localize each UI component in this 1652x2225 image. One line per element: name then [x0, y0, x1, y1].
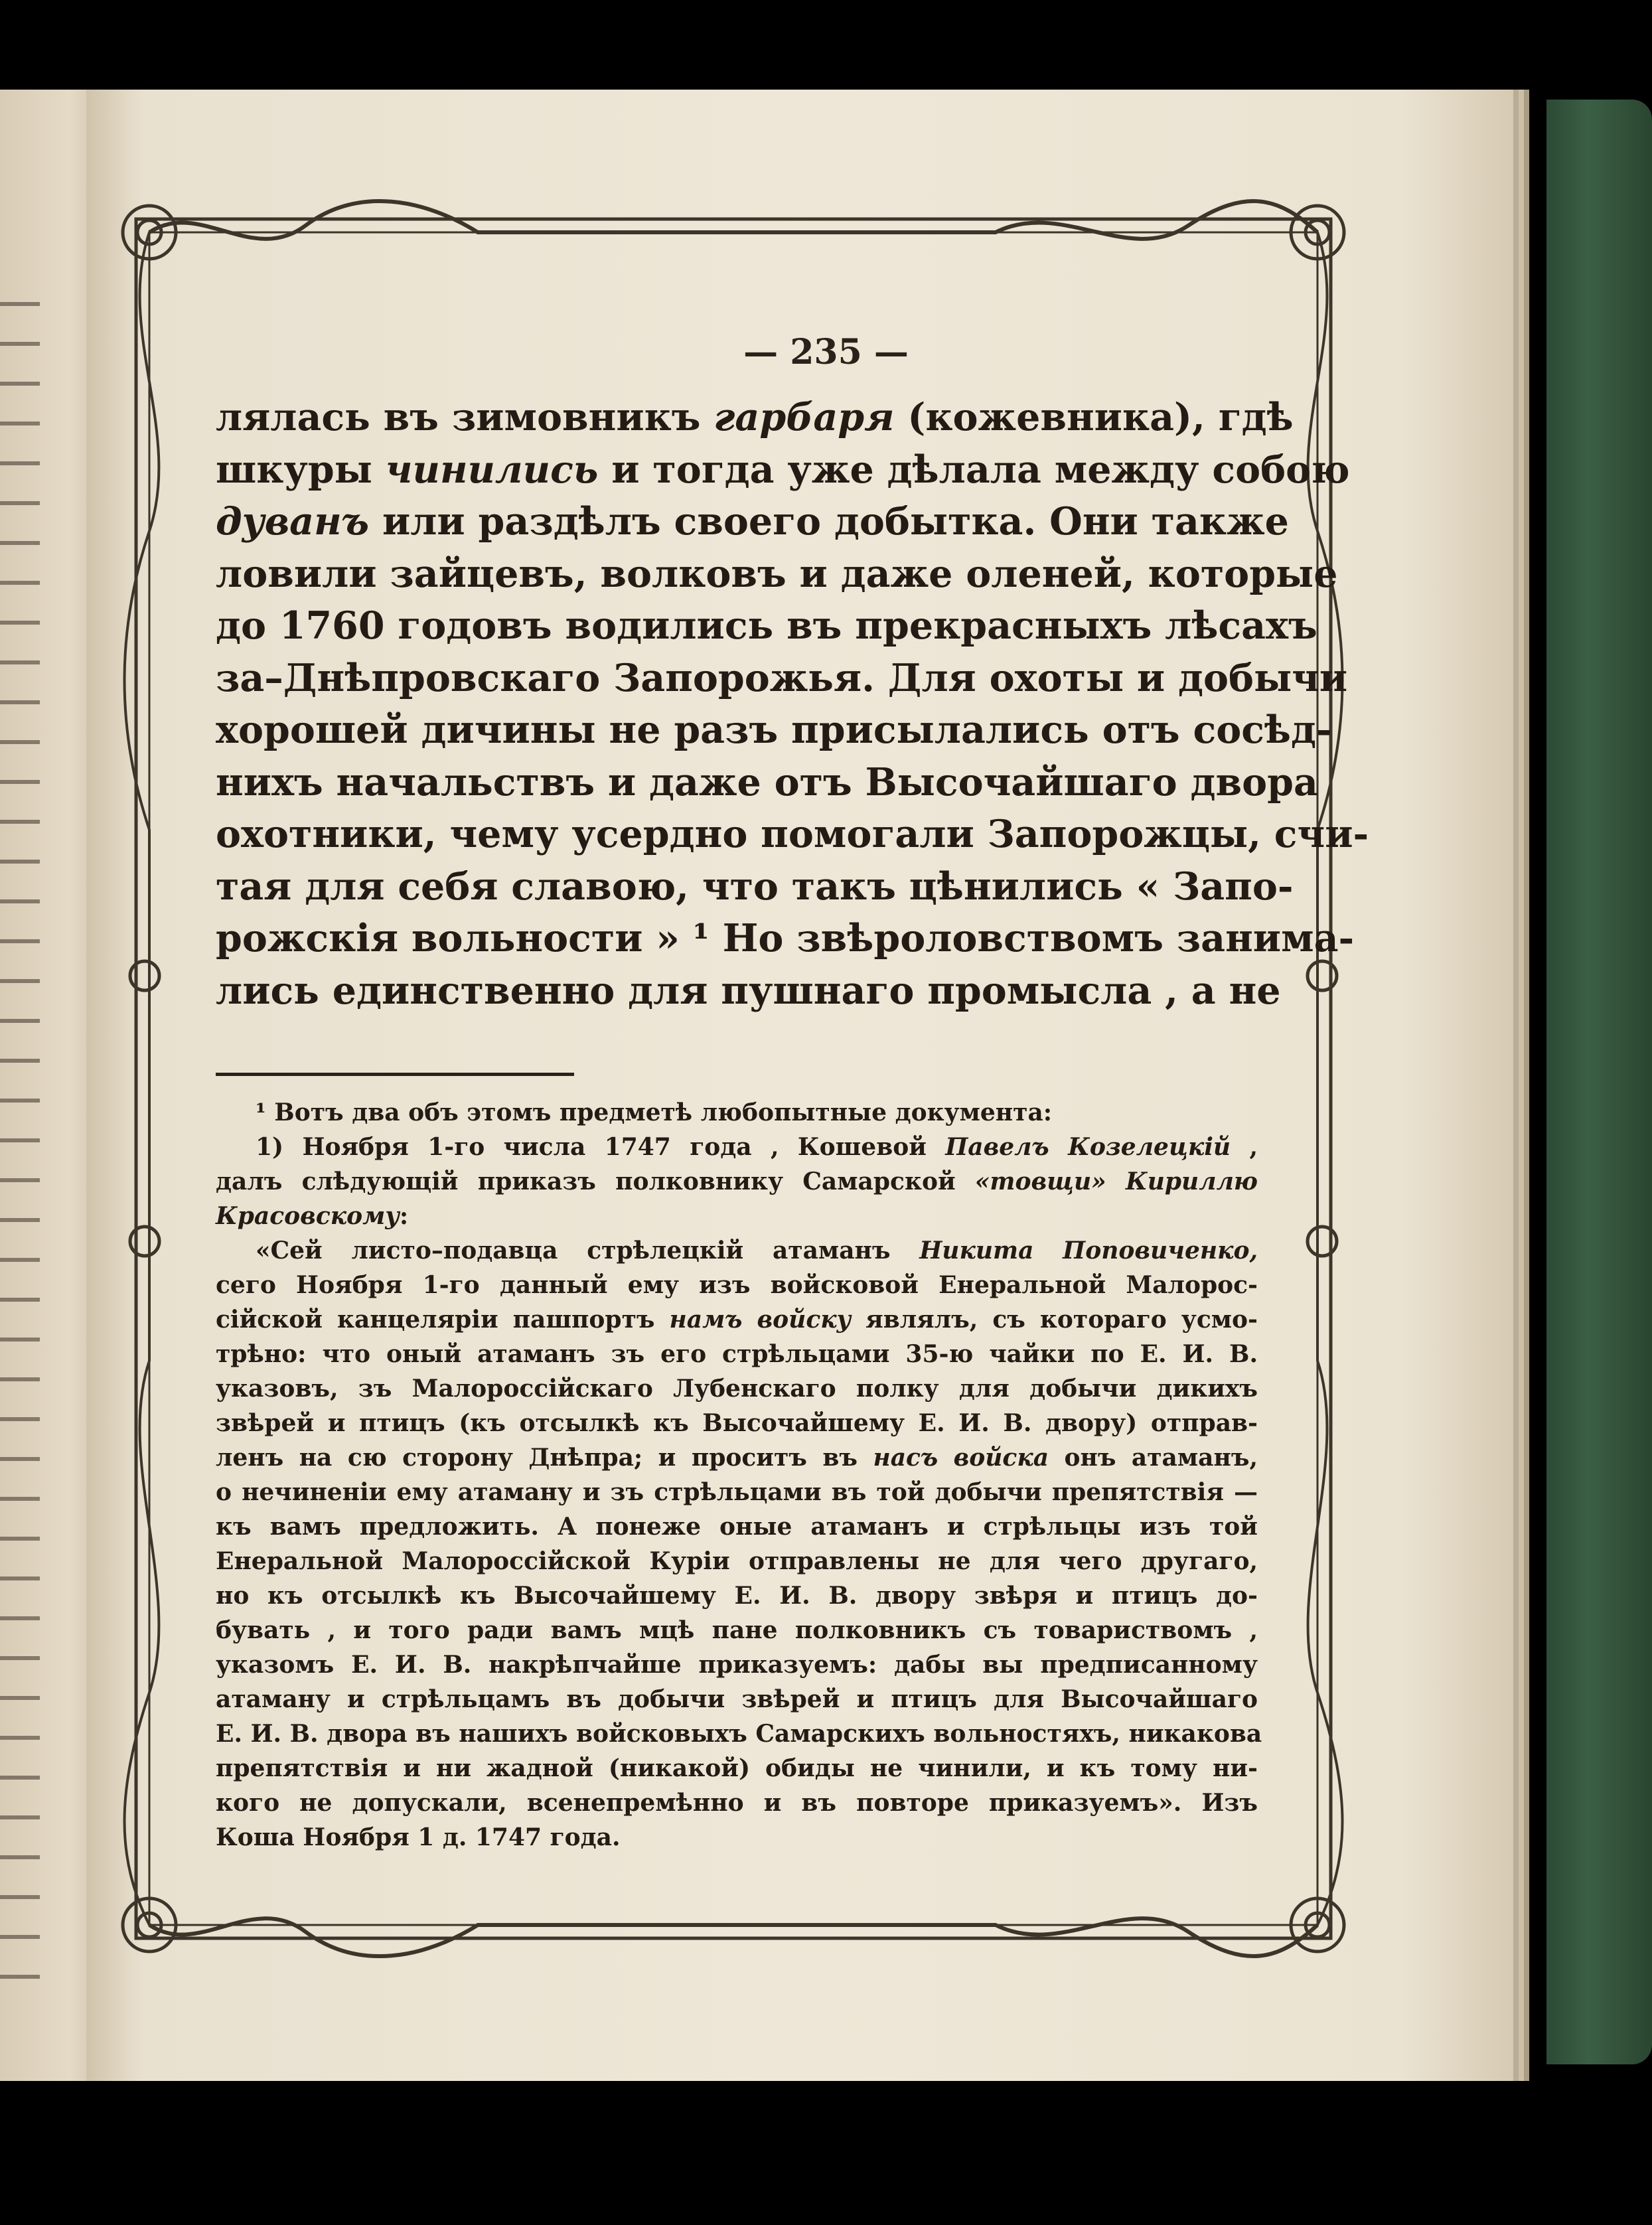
footnote-line	[216, 1509, 1258, 1544]
footnote-line	[216, 1544, 1258, 1578]
italic-term: дуванъ	[216, 499, 370, 544]
text-run: бувать , и того ради вамъ мцѣ пане полковникъ съ товариствомъ ,	[216, 1616, 1258, 1644]
text-run: препятствія и ни жадной (никакой) обиды не чинили, и къ тому ни-	[216, 1754, 1258, 1782]
italic-term: Никита Поповиченко,	[919, 1237, 1258, 1265]
main-text	[216, 392, 1369, 1017]
text-run: ,	[1231, 1133, 1258, 1161]
footnote-line	[216, 1199, 1258, 1233]
footnote-line	[216, 1095, 1258, 1130]
text-run: о нечиненіи ему атаману и зъ стрѣльцами въ той добычи препятствія —	[216, 1478, 1258, 1506]
text-run: кого не допускали, всенепремѣнно и въ повторе приказуемъ». Изъ	[216, 1789, 1258, 1817]
main-text-line	[216, 548, 1338, 601]
footnote-line	[216, 1578, 1258, 1613]
text-run: сійской канцеляріи пашпортъ	[216, 1306, 670, 1334]
text-run	[1106, 1168, 1126, 1195]
text-run: (кожевника), гдѣ	[894, 395, 1294, 439]
italic-term: намъ войску	[669, 1306, 852, 1334]
footnote-text	[216, 1095, 1262, 1855]
main-text-line	[216, 808, 1369, 861]
text-run: «Сей листо–подавца стрѣлецкій атаманъ	[256, 1237, 920, 1265]
italic-term: Кириллю	[1125, 1168, 1258, 1195]
text-run: лись единственно для пушнаго промысла , а не	[216, 968, 1281, 1013]
text-run: онъ атаманъ,	[1049, 1444, 1258, 1472]
italic-term: чинились	[385, 447, 599, 492]
text-run: 1) Ноября 1-го числа 1747 года , Кошевой	[256, 1133, 946, 1161]
footnote-line	[216, 1302, 1258, 1337]
page-number: — 235 —	[743, 332, 909, 372]
text-run: ленъ на сю сторону Днѣпра; и проситъ въ	[216, 1444, 873, 1472]
main-text-line	[216, 913, 1355, 965]
main-text-line	[216, 444, 1350, 497]
main-text-line	[216, 861, 1294, 913]
footnote-line	[216, 1648, 1258, 1682]
footnote-line	[216, 1337, 1258, 1371]
text-run: но къ отсылкѣ къ Высочайшему Е. И. В. двору звѣря и птицъ до-	[216, 1582, 1258, 1610]
text-run: Е. И. В. двора въ нашихъ войсковыхъ Самарскихъ вольностяхъ, никакова	[216, 1720, 1262, 1748]
text-run: хорошей дичины не разъ присылались отъ сосѣд-	[216, 708, 1332, 752]
text-run: являлъ, съ котораго усмо-	[851, 1306, 1258, 1334]
text-run: или раздѣлъ своего добытка. Они также	[369, 499, 1289, 544]
main-text-line	[216, 392, 1294, 444]
footnote-line	[216, 1613, 1258, 1648]
footnote-line	[216, 1371, 1258, 1406]
text-run: охотники, чему усердно помогали Запорожцы, счи-	[216, 812, 1369, 856]
footnote-line	[216, 1268, 1258, 1302]
text-run: рожскія вольности » ¹ Но звѣроловствомъ занима-	[216, 916, 1355, 960]
text-run: сего Ноября 1-го данный ему изъ войсковой Енеральной Малорос-	[216, 1271, 1258, 1299]
footnote-line	[216, 1475, 1258, 1509]
italic-term: Павелъ Козелецкій	[945, 1133, 1231, 1161]
text-run: далъ слѣдующій приказъ полковнику Самарской	[216, 1168, 975, 1195]
italic-term: насъ войска	[873, 1444, 1049, 1472]
text-run: шкуры	[216, 447, 386, 492]
text-run: трѣно: что оный атаманъ зъ его стрѣльцами 35-ю чайки по Е. И. В.	[216, 1340, 1258, 1368]
main-text-line	[216, 600, 1317, 652]
text-run: до 1760 годовъ водились въ прекрасныхъ лѣсахъ	[216, 603, 1317, 648]
main-text-line	[216, 652, 1348, 705]
text-run: звѣрей и птицъ (къ отсылкѣ къ Высочайшему Е. И. В. двору) отправ-	[216, 1409, 1258, 1437]
text-run: ловили зайцевъ, волковъ и даже оленей, которые	[216, 551, 1338, 596]
footnote-line	[216, 1130, 1258, 1164]
text-run: нихъ начальствъ и даже отъ Высочайшаго двора	[216, 759, 1318, 805]
text-run: къ вамъ предложить. А понеже оные атаманъ и стрѣльцы изъ той	[216, 1513, 1258, 1541]
text-run: указомъ Е. И. В. накрѣпчайше приказуемъ: дабы вы предписанному	[216, 1651, 1258, 1679]
footnote-line	[216, 1682, 1258, 1717]
main-text-line	[216, 965, 1281, 1018]
footnote-divider	[216, 1073, 574, 1076]
footnote-line	[216, 1786, 1258, 1820]
text-run: тая для себя славою, что такъ цѣнились « Запо-	[216, 864, 1294, 909]
text-run: и тогда уже дѣлала между собою	[598, 447, 1350, 492]
footnote-line	[216, 1717, 1262, 1751]
italic-term: «товщи»	[974, 1168, 1106, 1195]
footnote-line	[216, 1751, 1258, 1786]
text-run: атаману и стрѣльцамъ въ добычи звѣрей и птицъ для Высочайшаго	[216, 1685, 1258, 1713]
text-run: Енеральной Малороссійской Куріи отправлены не для чего другаго,	[216, 1547, 1258, 1575]
footnote-line	[216, 1233, 1258, 1268]
footnote-line	[216, 1406, 1258, 1440]
footnote-line	[216, 1820, 1258, 1855]
text-run: указовъ, зъ Малороссійскаго Лубенскаго полку для добычи дикихъ	[216, 1375, 1258, 1403]
italic-term: Красовскому	[216, 1202, 400, 1230]
text-run: :	[399, 1202, 409, 1230]
text-run: ¹ Вотъ два объ этомъ предметѣ любопытные документа:	[256, 1099, 1053, 1126]
footnote-line	[216, 1440, 1258, 1475]
main-text-line	[216, 704, 1332, 757]
text-run: лялась въ зимовникъ	[216, 395, 714, 439]
footnote-line	[216, 1164, 1258, 1199]
italic-term: гарбаря	[713, 395, 895, 439]
main-text-line	[216, 757, 1318, 809]
main-text-line	[216, 496, 1289, 548]
text-run: за–Днѣпровскаго Запорожья. Для охоты и добычи	[216, 655, 1348, 700]
text-run: Коша Ноября 1 д. 1747 года.	[216, 1823, 621, 1851]
